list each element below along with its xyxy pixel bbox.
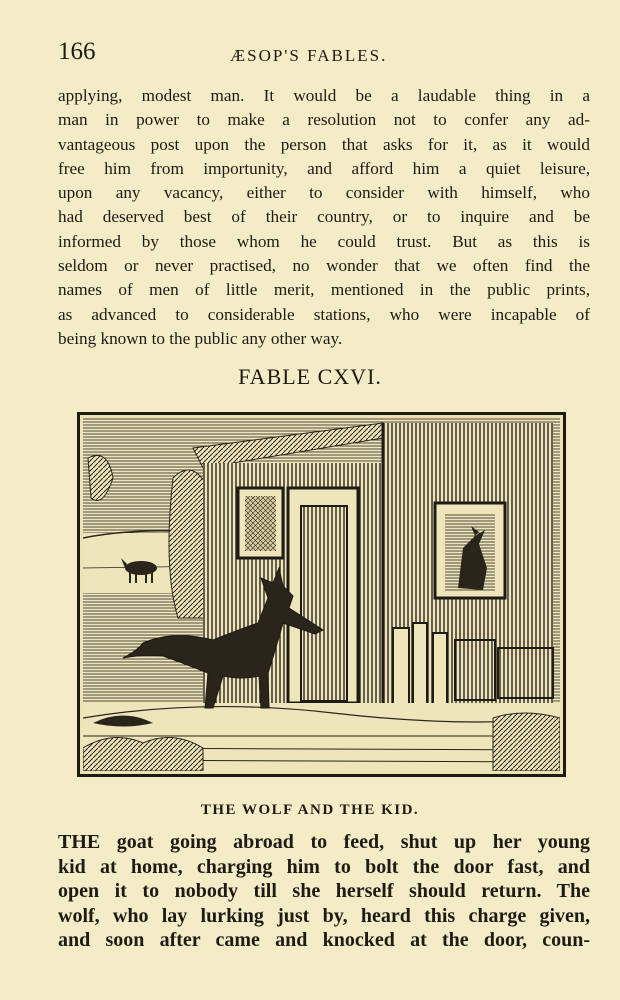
fable-illustration bbox=[77, 412, 566, 777]
text-line: THE goat going abroad to feed, shut up her young bbox=[58, 831, 590, 853]
fable-title: FABLE CXVI. bbox=[238, 364, 382, 389]
intro-paragraph bbox=[58, 84, 590, 351]
text-line: informed by those whom he could trust. But as this is bbox=[58, 231, 590, 251]
text-line: open it to nobody till she herself should return. The bbox=[58, 880, 590, 902]
text-line: wolf, who lay lurking just by, heard this charge given, bbox=[58, 904, 590, 927]
text-line: seldom or never practised, no wonder that we often find the bbox=[58, 256, 590, 276]
text-line: free him from importunity, and afford him a quiet leisure, bbox=[58, 158, 590, 178]
text-line: applying, modest man. It would be a laudable thing in a bbox=[58, 86, 590, 105]
text-line: and soon after came and knocked at the door, coun- bbox=[58, 929, 590, 951]
page-number: 166 bbox=[58, 38, 96, 65]
text-line: had deserved best of their country, or to inquire and be bbox=[58, 207, 590, 227]
text-line: names of men of little merit, mentioned in the public prints, bbox=[58, 280, 590, 300]
text-line: being known to the public any other way. bbox=[58, 328, 343, 348]
text-line: vantageous post upon the person that asks for it, as it would bbox=[58, 134, 590, 154]
fable-paragraph bbox=[58, 830, 590, 953]
text-line: as advanced to considerable stations, who were incapable of bbox=[58, 304, 590, 324]
text-line: kid at home, charging him to bolt the door fast, and bbox=[58, 855, 590, 878]
text-line: man in power to make a resolution not to confer any ad- bbox=[58, 110, 590, 130]
page-header bbox=[58, 38, 590, 68]
text-line: upon any vacancy, either to consider with himself, who bbox=[58, 183, 590, 203]
running-title: ÆSOP'S FABLES. bbox=[230, 46, 388, 65]
illustration-caption: THE WOLF AND THE KID. bbox=[200, 802, 420, 818]
woodcut-illustration bbox=[83, 418, 560, 771]
